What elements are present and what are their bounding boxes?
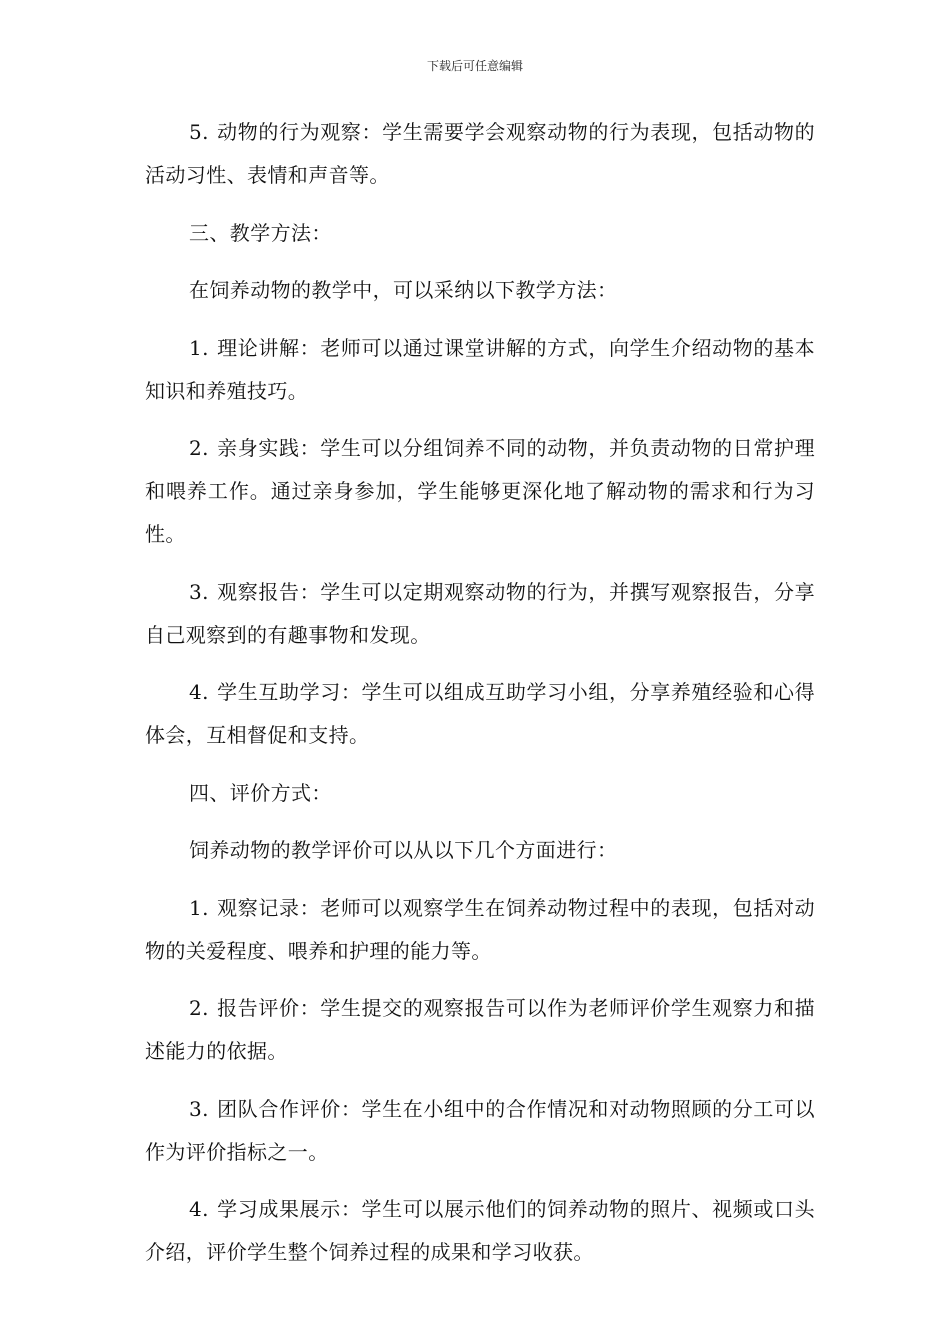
- item-number: 5.: [189, 120, 209, 144]
- paragraph-observation-record: [145, 887, 815, 973]
- paragraph-evaluation-intro: [145, 829, 815, 872]
- paragraph-text: 观察记录：老师可以观察学生在饲养动物过程中的表现，包括对动物的关爱程度、喂养和护理的能力等。: [145, 895, 815, 963]
- heading-text: 四、评价方式：: [189, 780, 332, 805]
- section-heading-evaluation: [145, 772, 815, 815]
- paragraph-text: 亲身实践：学生可以分组饲养不同的动物，并负责动物的日常护理和喂养工作。通过亲身参加，学生能够更深化地了解动物的需求和行为习性。: [145, 436, 815, 546]
- page-header-note: 下载后可任意编辑: [426, 59, 523, 73]
- paragraph-text: 报告评价：学生提交的观察报告可以作为老师评价学生观察力和描述能力的依据。: [145, 996, 815, 1063]
- item-number: 1.: [189, 335, 209, 360]
- heading-text: 三、教学方法：: [189, 220, 332, 245]
- document-body: [145, 111, 815, 1289]
- paragraph-observation-report: [145, 571, 815, 657]
- paragraph-text: 团队合作评价：学生在小组中的合作情况和对动物照顾的分工可以作为评价指标之一。: [145, 1096, 815, 1164]
- paragraph-text: 理论讲解：老师可以通过课堂讲解的方式，向学生介绍动物的基本知识和养殖技巧。: [145, 335, 815, 403]
- paragraph-behavior-observation: [145, 111, 815, 197]
- item-number: 4.: [189, 680, 209, 704]
- item-number: 3.: [189, 579, 209, 604]
- item-number: 4.: [189, 1197, 209, 1221]
- item-number: 2.: [189, 996, 209, 1020]
- paragraph-text: 学习成果展示：学生可以展示他们的饲养动物的照片、视频或口头介绍，评价学生整个饲养过程的成果和学习收获。: [145, 1197, 815, 1264]
- item-number: 3.: [189, 1096, 209, 1121]
- item-number: 2.: [189, 436, 209, 460]
- paragraph-text: 学生互助学习：学生可以组成互助学习小组，分享养殖经验和心得体会，互相督促和支持。: [145, 680, 815, 747]
- paragraph-theory-lecture: [145, 327, 815, 413]
- item-number: 1.: [189, 895, 209, 920]
- paragraph-text: 动物的行为观察：学生需要学会观察动物的行为表现，包括动物的活动习性、表情和声音等。: [145, 120, 815, 187]
- paragraph-text: 观察报告：学生可以定期观察动物的行为，并撰写观察报告，分享自己观察到的有趣事物和发现。: [145, 579, 815, 647]
- paragraph-peer-learning: [145, 671, 815, 757]
- paragraph-methods-intro: [145, 269, 815, 312]
- section-heading-teaching-methods: [145, 212, 815, 255]
- paragraph-outcome-showcase: [145, 1188, 815, 1274]
- paragraph-text: 在饲养动物的教学中，可以采纳以下教学方法：: [189, 278, 618, 302]
- paragraph-text: 饲养动物的教学评价可以从以下几个方面进行：: [189, 838, 618, 862]
- paragraph-hands-on-practice: [145, 427, 815, 556]
- paragraph-teamwork-evaluation: [145, 1088, 815, 1174]
- paragraph-report-evaluation: [145, 987, 815, 1073]
